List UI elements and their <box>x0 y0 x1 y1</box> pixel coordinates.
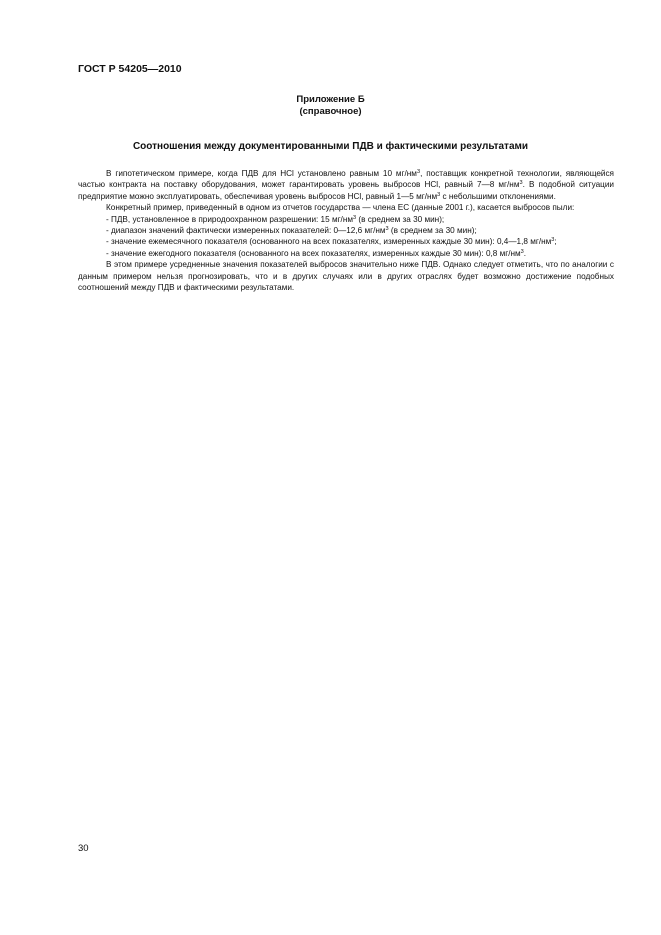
superscript: 3 <box>551 237 555 244</box>
text-run: - значение ежемесячного показателя (основанного на всех показателях, измеренных каждые 30 мин): 0,4—1,8 мг/нм <box>106 237 552 247</box>
body-text <box>78 168 614 293</box>
annex-heading: Соотношения между документированными ПДВ и фактическими результатами <box>132 141 529 152</box>
annex-status: (справочное) <box>299 106 362 117</box>
text-run: - значение ежегодного показателя (основанного на всех показателях, измеренных каждые 30 мин): 0,8 мг/нм <box>106 248 521 258</box>
superscript: 3 <box>352 214 357 221</box>
text-run: - диапазон значений фактически измеренных показателей: 0—12,6 мг/нм <box>106 226 386 236</box>
text-run: В гипотетическом примере, когда ПДВ для HCl установлено равным 10 мг/нм <box>106 169 417 178</box>
text-run: , поставщик конкретной технологии, являющейся частью контракта на поставку оборудования, может гарантировать уровень выбросов HCl, равный 7—8 мг/нм <box>78 169 614 190</box>
text-run: (в среднем за 30 мин); <box>388 226 477 236</box>
superscript: 3 <box>437 191 441 198</box>
list-item-monthly-value <box>78 236 614 247</box>
annex-title: Приложение Б <box>296 94 365 105</box>
document-code: ГОСТ Р 54205—2010 <box>78 63 182 75</box>
text-run: (в среднем за 30 мин); <box>356 214 445 224</box>
page-number: 30 <box>78 843 89 854</box>
superscript: 3 <box>520 248 524 255</box>
text-run: . <box>523 248 527 258</box>
list-item-permit-limit <box>78 214 614 225</box>
superscript: 3 <box>385 226 389 233</box>
text-run: с небольшими отклонениями. <box>440 191 556 201</box>
text-run: . В подобной ситуации предприятие можно эксплуатировать, обеспечивая уровень выбросов HCl, равный 1—5 мг/нм <box>78 180 614 201</box>
text-run: - ПДВ, установленное в природоохранном разрешении: 15 мг/нм <box>106 214 353 224</box>
superscript: 3 <box>416 169 421 175</box>
text-run: ; <box>554 237 557 247</box>
list-item-measured-range <box>78 225 614 236</box>
paragraph-conclusion: В этом примере усредненные значения показателей выбросов значительно ниже ПДВ. Однако следует отметить, что по аналогии с данным примером нельзя прогнозировать, что и в других случаях или в других отраслях будет возможно достижение подобных соотношений между ПДВ и фактическими результатами. <box>78 260 614 293</box>
superscript: 3 <box>519 180 523 187</box>
paragraph-concrete-example: Конкретный пример, приведенный в одном из отчетов государства — члена ЕС (данные 2001 г.), касается выбросов пыли: <box>106 203 575 213</box>
list-item-annual-value <box>78 248 614 259</box>
paragraph-hypothetical-example <box>78 168 614 202</box>
